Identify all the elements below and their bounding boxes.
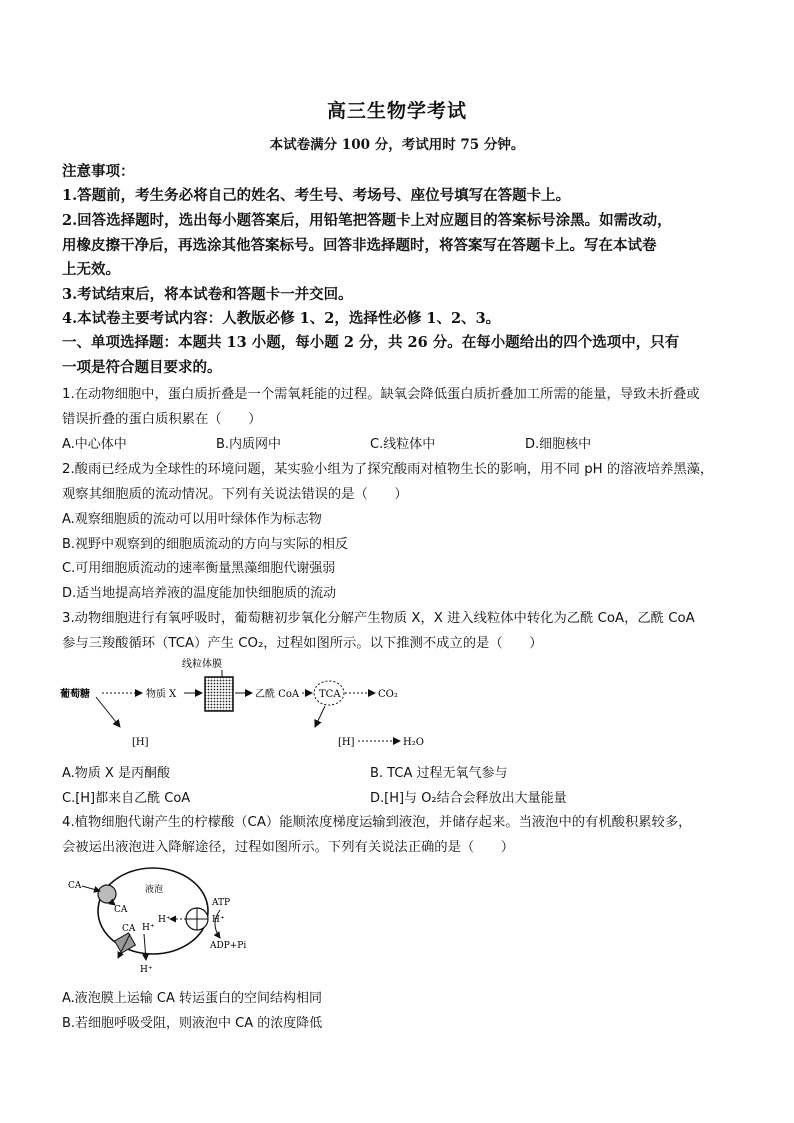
q4-stem-cont: 会被运出液泡进入降解途径，过程如图所示。下列有关说法正确的是（ ） (62, 840, 515, 855)
glucose-label: 葡萄糖 (60, 689, 90, 700)
notice-item-2: 2.回答选择题时，选出每小题答案后，用铅笔把答题卡上对应题目的答案标号涂黑。如需改动， (62, 212, 672, 229)
q2-option-a: A.观察细胞质的流动可以用叶绿体作为标志物 (62, 512, 322, 527)
q3-diagram (60, 655, 440, 755)
ca-outside-label: CA (68, 881, 82, 891)
ca-channel (98, 885, 116, 903)
membrane-label: 线粒体膜 (182, 659, 222, 670)
notice-heading: 注意事项： (62, 163, 135, 180)
q1-option-a: A.中心体中 (62, 437, 127, 452)
section-heading-cont: 一项是符合题目要求的。 (62, 359, 222, 376)
h-bottom-inside-label: H⁺ (142, 923, 155, 933)
q1-option-b: B.内质网中 (216, 437, 282, 452)
q4-diagram (60, 862, 270, 977)
q2-option-c: C.可用细胞质流动的速率衡量黑藻细胞代谢强弱 (62, 561, 336, 576)
vacuole-label: 液泡 (145, 885, 164, 895)
adp-label: ADP+Pi (210, 941, 247, 951)
notice-item-2-end: 上无效。 (62, 261, 120, 278)
q2-option-d: D.适当地提高培养液的温度能加快细胞质的流动 (62, 586, 337, 601)
substance-x-label: 物质 X (146, 689, 177, 700)
q1-stem-cont: 错误折叠的蛋白质积累在（ ） (62, 412, 262, 427)
q4-option-b: B.若细胞呼吸受阻，则液泡中 CA 的浓度降低 (62, 1016, 323, 1031)
q3-option-b: B. TCA 过程无氧气参与 (370, 766, 508, 781)
ca-inside-label: CA (114, 905, 128, 915)
tca-label: TCA (319, 689, 341, 700)
notice-item-4: 4.本试卷主要考试内容：人教版必修 1、2，选择性必修 1、2、3。 (62, 310, 501, 327)
section-heading: 一、单项选择题：本题共 13 小题，每小题 2 分，共 26 分。在每小题给出的四个选项中，只有 (62, 334, 680, 351)
h-label-2: [H] (338, 737, 355, 748)
q3-stem-cont: 参与三羧酸循环（TCA）产生 CO₂，过程如图所示。以下推测不成立的是（ ） (62, 636, 543, 651)
acetyl-coa-label: 乙酰 CoA (255, 689, 300, 700)
q2-stem: 2.酸雨已经成为全球性的环境问题，某实验小组为了探究酸雨对植物生长的影响，用不同 pH 的溶液培养黑藻， (62, 462, 714, 477)
q1-stem: 1.在动物细胞中，蛋白质折叠是一个需氧耗能的过程。缺氧会降低蛋白质折叠加工所需的能量，导致未折叠或 (62, 387, 700, 402)
q1-option-d: D.细胞核中 (525, 437, 592, 452)
q2-option-b: B.视野中观察到的细胞质流动的方向与实际的相反 (62, 537, 349, 552)
notice-item-3: 3.考试结束后，将本试卷和答题卡一并交回。 (62, 286, 353, 303)
q2-stem-cont: 观察其细胞质的流动情况。下列有关说法错误的是（ ） (62, 487, 408, 502)
membrane-box (205, 677, 233, 711)
q4-stem: 4.植物细胞代谢产生的柠檬酸（CA）能顺浓度梯度运输到液泡，并储存起来。当液泡中的有机酸积累较多， (62, 815, 692, 830)
co2-label: CO₂ (378, 689, 398, 700)
exam-subtitle: 本试卷满分 100 分，考试用时 75 分钟。 (269, 137, 525, 153)
q3-stem: 3.动物细胞进行有氧呼吸时，葡萄糖初步氧化分解产生物质 X，X 进入线粒体中转化为乙酰 CoA，乙酰 CoA (62, 611, 695, 626)
h-inside-label: H⁺ (158, 915, 171, 925)
atp-label: ATP (212, 898, 231, 908)
h2o-label: H₂O (403, 737, 424, 748)
q3-option-c: C.[H]都来自乙酰 CoA (62, 791, 191, 806)
h-bottom-outside-label: H⁺ (140, 965, 153, 975)
exam-title: 高三生物学考试 (326, 100, 467, 122)
notice-item-1: 1.答题前，考生务必将自己的姓名、考生号、考场号、座位号填写在答题卡上。 (62, 187, 571, 204)
h-outside-label: H⁺ (212, 915, 225, 925)
q3-option-a: A.物质 X 是丙酮酸 (62, 766, 170, 781)
notice-item-2-cont: 用橡皮擦干净后，再选涂其他答案标号。回答非选择题时，将答案写在答题卡上。写在本试卷 (62, 237, 657, 254)
h-label-1: [H] (132, 737, 149, 748)
q4-option-a: A.液泡膜上运输 CA 转运蛋白的空间结构相同 (62, 991, 323, 1006)
q3-option-d: D.[H]与 O₂结合会释放出大量能量 (370, 791, 567, 806)
ca-bottom-label: CA (122, 924, 136, 934)
q1-option-c: C.线粒体中 (370, 437, 436, 452)
